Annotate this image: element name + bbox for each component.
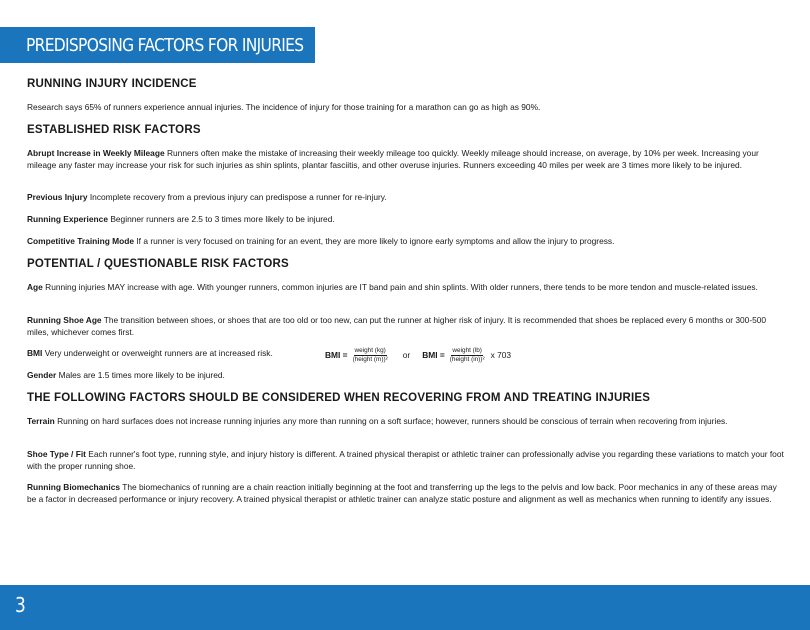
bmi-imperial-denominator: (height (in))² xyxy=(449,355,485,363)
footer-bar xyxy=(0,585,810,630)
factor-term: Gender xyxy=(27,370,57,380)
factor-term: Running Experience xyxy=(27,214,108,224)
factor-terrain xyxy=(27,416,785,428)
factor-running-biomechanics xyxy=(27,482,785,505)
factor-text: The biomechanics of running are a chain reaction initially beginning at the foot and transferring up the legs to the pelvis and low back. Poor mechanics in any of these areas may be a factor in decreased performance or injury recovery. A trained physical therapist or athletic trainer can analyze static posture and alignment as well as mechanics when running to identify any issues. xyxy=(27,482,777,504)
factor-text: The transition between shoes, or shoes that are too old or too new, can put the runner at higher risk of injury. It is recommended that shoes be replaced every 6 months or 300-500 miles, whichever comes first. xyxy=(27,315,767,337)
factor-term: Competitive Training Mode xyxy=(27,236,135,246)
bmi-label: BMI = xyxy=(422,350,445,360)
factor-text: Males are 1.5 times more likely to be injured. xyxy=(58,370,225,380)
factor-term: Shoe Type / Fit xyxy=(27,449,86,459)
bmi-metric-denominator: (height (m))² xyxy=(352,355,388,363)
factor-text: Each runner's foot type, running style, and injury history is different. A trained physical therapist or athletic trainer can professionally advise you regarding these variations to match your foot with the proper running shoe. xyxy=(27,449,784,471)
bmi-multiplier: x 703 xyxy=(490,350,512,360)
factor-gender xyxy=(27,370,785,382)
factor-term: Running Shoe Age xyxy=(27,315,102,325)
factor-text: Runners often make the mistake of increasing their weekly mileage too quickly. Weekly mileage should increase, on average, by 10% per week. Increasing your mileage any faster may increase your risk for such injuries as shin splints, plantar fasciitis, and other overuse injuries. Runners exceeding 40 miles per week are 3 times more likely to be injured. xyxy=(27,148,759,170)
factor-competitive-training xyxy=(27,236,785,248)
factor-age xyxy=(27,282,785,294)
page-title: PREDISPOSING FACTORS FOR INJURIES xyxy=(26,35,304,56)
incidence-text: Research says 65% of runners experience annual injuries. The incidence of injury for those training for a marathon can go as high as 90%. xyxy=(27,102,541,112)
bmi-imperial-fraction xyxy=(449,347,486,364)
page-number: 3 xyxy=(15,593,26,617)
factor-text: If a runner is very focused on training for an event, they are more likely to ignore early symptoms and allow the injury to progress. xyxy=(136,236,615,246)
factor-term: BMI xyxy=(27,348,43,358)
factor-running-experience xyxy=(27,214,785,226)
factor-text: Running injuries MAY increase with age. With younger runners, common injuries are IT band pain and shin splints. With older runners, there tends to be more tendon and muscle-related issues. xyxy=(45,282,758,292)
factor-text: Running on hard surfaces does not increase running injuries any more than running on a soft surface; however, runners should be conscious of terrain when recovering from injuries. xyxy=(57,416,728,426)
factor-previous-injury xyxy=(27,192,785,204)
factor-text: Beginner runners are 2.5 to 3 times more likely to be injured. xyxy=(110,214,335,224)
factor-term: Running Biomechanics xyxy=(27,482,121,492)
factor-bmi xyxy=(27,348,307,360)
title-banner xyxy=(0,27,315,63)
bmi-or: or xyxy=(402,350,411,360)
factor-shoe-type-fit xyxy=(27,449,785,472)
bmi-imperial-numerator: weight (lb) xyxy=(452,346,482,354)
bmi-metric-numerator: weight (kg) xyxy=(354,346,386,354)
factor-term: Age xyxy=(27,282,43,292)
factor-text: Incomplete recovery from a previous injury can predispose a runner for re-injury. xyxy=(89,192,387,202)
factor-term: Abrupt Increase in Weekly Mileage xyxy=(27,148,165,158)
section-heading-potential: POTENTIAL / QUESTIONABLE RISK FACTORS xyxy=(27,258,289,270)
section-heading-established: ESTABLISHED RISK FACTORS xyxy=(27,124,201,136)
bmi-formulas xyxy=(325,344,511,366)
section-heading-incidence: RUNNING INJURY INCIDENCE xyxy=(27,78,197,90)
factor-abrupt-increase xyxy=(27,148,785,171)
factor-term: Terrain xyxy=(27,416,55,426)
bmi-label: BMI = xyxy=(325,350,348,360)
section-heading-recovering: THE FOLLOWING FACTORS SHOULD BE CONSIDERED WHEN RECOVERING FROM AND TREATING INJURIES xyxy=(27,392,651,404)
factor-running-shoe-age xyxy=(27,315,785,338)
factor-text: Very underweight or overweight runners are at increased risk. xyxy=(44,348,273,358)
factor-term: Previous Injury xyxy=(27,192,88,202)
bmi-metric-fraction xyxy=(352,347,389,364)
